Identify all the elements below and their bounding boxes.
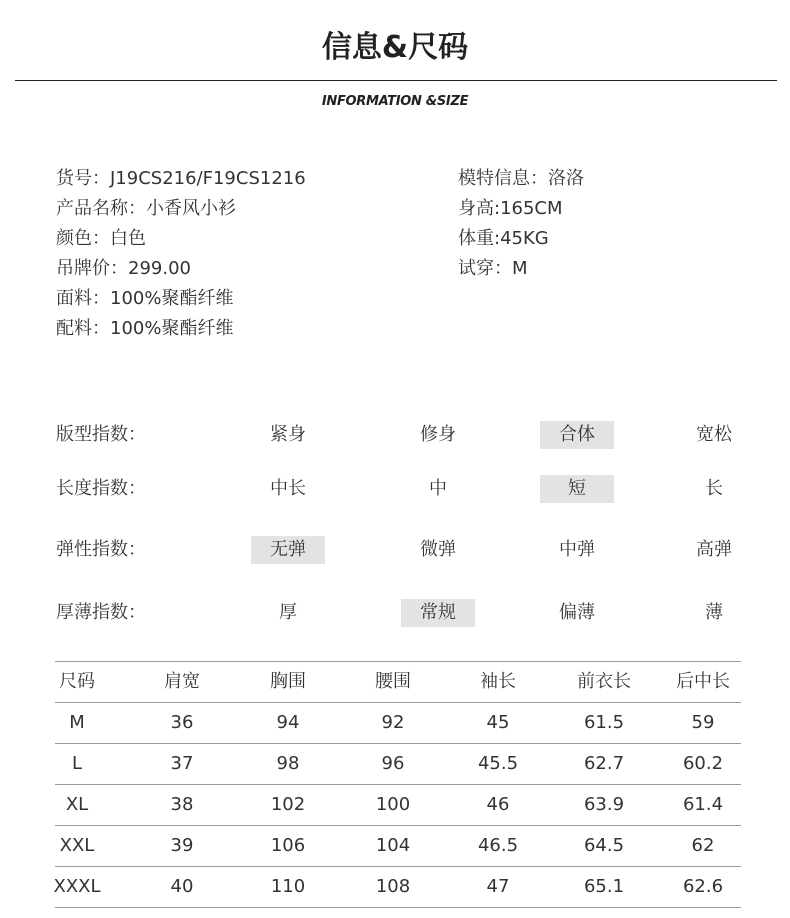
product-info-left <box>56 164 306 344</box>
fit-index-row <box>0 420 790 450</box>
size-table <box>55 661 741 908</box>
title-divider <box>15 80 777 81</box>
table-cell: 92 <box>381 712 405 733</box>
table-header-cell: 袖长 <box>480 671 516 692</box>
table-cell: 45 <box>486 712 510 733</box>
info-product-name: 产品名称：小香风小衫 <box>56 198 236 219</box>
table-cell: 94 <box>276 712 300 733</box>
table-cell: XXL <box>59 835 95 856</box>
table-cell: 62 <box>691 835 715 856</box>
table-header-cell: 腰围 <box>375 671 411 692</box>
index-option-selected: 无弹 <box>251 536 325 564</box>
table-cell: 37 <box>170 753 194 774</box>
table-cell: 60.2 <box>682 753 724 774</box>
info-model: 模特信息：洛洛 <box>458 168 584 189</box>
info-model-height: 身高:165CM <box>458 198 563 219</box>
table-cell: 104 <box>375 835 411 856</box>
info-color: 颜色：白色 <box>56 228 146 249</box>
index-option: 中长 <box>270 478 306 499</box>
info-model-weight: 体重:45KG <box>458 228 549 249</box>
table-cell: 39 <box>170 835 194 856</box>
table-cell: 46 <box>486 794 510 815</box>
info-lining: 配料：100%聚酯纤维 <box>56 318 234 339</box>
index-option: 高弹 <box>696 539 732 560</box>
table-cell: 46.5 <box>477 835 519 856</box>
index-option-selected: 短 <box>540 475 614 503</box>
index-option: 紧身 <box>270 424 306 445</box>
index-option: 宽松 <box>696 424 732 445</box>
table-cell: XXXL <box>53 876 101 897</box>
index-option-selected: 常规 <box>401 599 475 627</box>
table-header-cell: 前衣长 <box>577 671 631 692</box>
table-cell: 36 <box>170 712 194 733</box>
table-row <box>55 825 741 866</box>
info-tag-price: 吊牌价：299.00 <box>56 258 191 279</box>
index-option: 薄 <box>705 602 723 623</box>
table-cell: 110 <box>270 876 306 897</box>
table-header-cell: 尺码 <box>59 671 95 692</box>
table-cell: 102 <box>270 794 306 815</box>
length-index-row <box>0 474 790 504</box>
fit-index-label: 版型指数： <box>56 424 146 445</box>
table-cell: 38 <box>170 794 194 815</box>
info-fabric: 面料：100%聚酯纤维 <box>56 288 234 309</box>
table-cell: 100 <box>375 794 411 815</box>
table-cell: 40 <box>170 876 194 897</box>
index-option: 长 <box>705 478 723 499</box>
model-info <box>458 164 584 284</box>
table-cell: 63.9 <box>583 794 625 815</box>
table-cell: 62.6 <box>682 876 724 897</box>
index-option: 厚 <box>279 602 297 623</box>
table-cell: XL <box>65 794 89 815</box>
info-item-number: 货号：J19CS216/F19CS1216 <box>56 168 306 189</box>
table-cell: 65.1 <box>583 876 625 897</box>
table-cell: 47 <box>486 876 510 897</box>
table-header-cell: 胸围 <box>270 671 306 692</box>
thickness-index-label: 厚薄指数： <box>56 602 146 623</box>
index-option: 中 <box>429 478 447 499</box>
index-option: 修身 <box>420 424 456 445</box>
elasticity-index-row <box>0 535 790 565</box>
page-title: 信息&尺码 <box>321 30 469 65</box>
thickness-index-row <box>0 598 790 628</box>
index-option: 偏薄 <box>559 602 595 623</box>
length-index-label: 长度指数： <box>56 478 146 499</box>
elasticity-index-label: 弹性指数： <box>56 539 146 560</box>
index-option-selected: 合体 <box>540 421 614 449</box>
table-header-cell: 后中长 <box>676 671 730 692</box>
table-cell: 45.5 <box>477 753 519 774</box>
table-cell: 96 <box>381 753 405 774</box>
table-cell: 61.4 <box>682 794 724 815</box>
size-table-header <box>55 661 741 702</box>
table-cell: 98 <box>276 753 300 774</box>
table-row <box>55 702 741 743</box>
page-subtitle: INFORMATION &SIZE <box>321 94 469 109</box>
table-cell: 61.5 <box>583 712 625 733</box>
table-row <box>55 784 741 825</box>
index-option: 中弹 <box>559 539 595 560</box>
table-row <box>55 866 741 908</box>
table-cell: M <box>69 712 85 733</box>
table-row <box>55 743 741 784</box>
info-fitting-size: 试穿：M <box>458 258 528 279</box>
table-header-cell: 肩宽 <box>164 671 200 692</box>
table-cell: 64.5 <box>583 835 625 856</box>
table-cell: L <box>71 753 83 774</box>
table-cell: 108 <box>375 876 411 897</box>
table-cell: 59 <box>691 712 715 733</box>
table-cell: 62.7 <box>583 753 625 774</box>
table-cell: 106 <box>270 835 306 856</box>
index-option: 微弹 <box>420 539 456 560</box>
